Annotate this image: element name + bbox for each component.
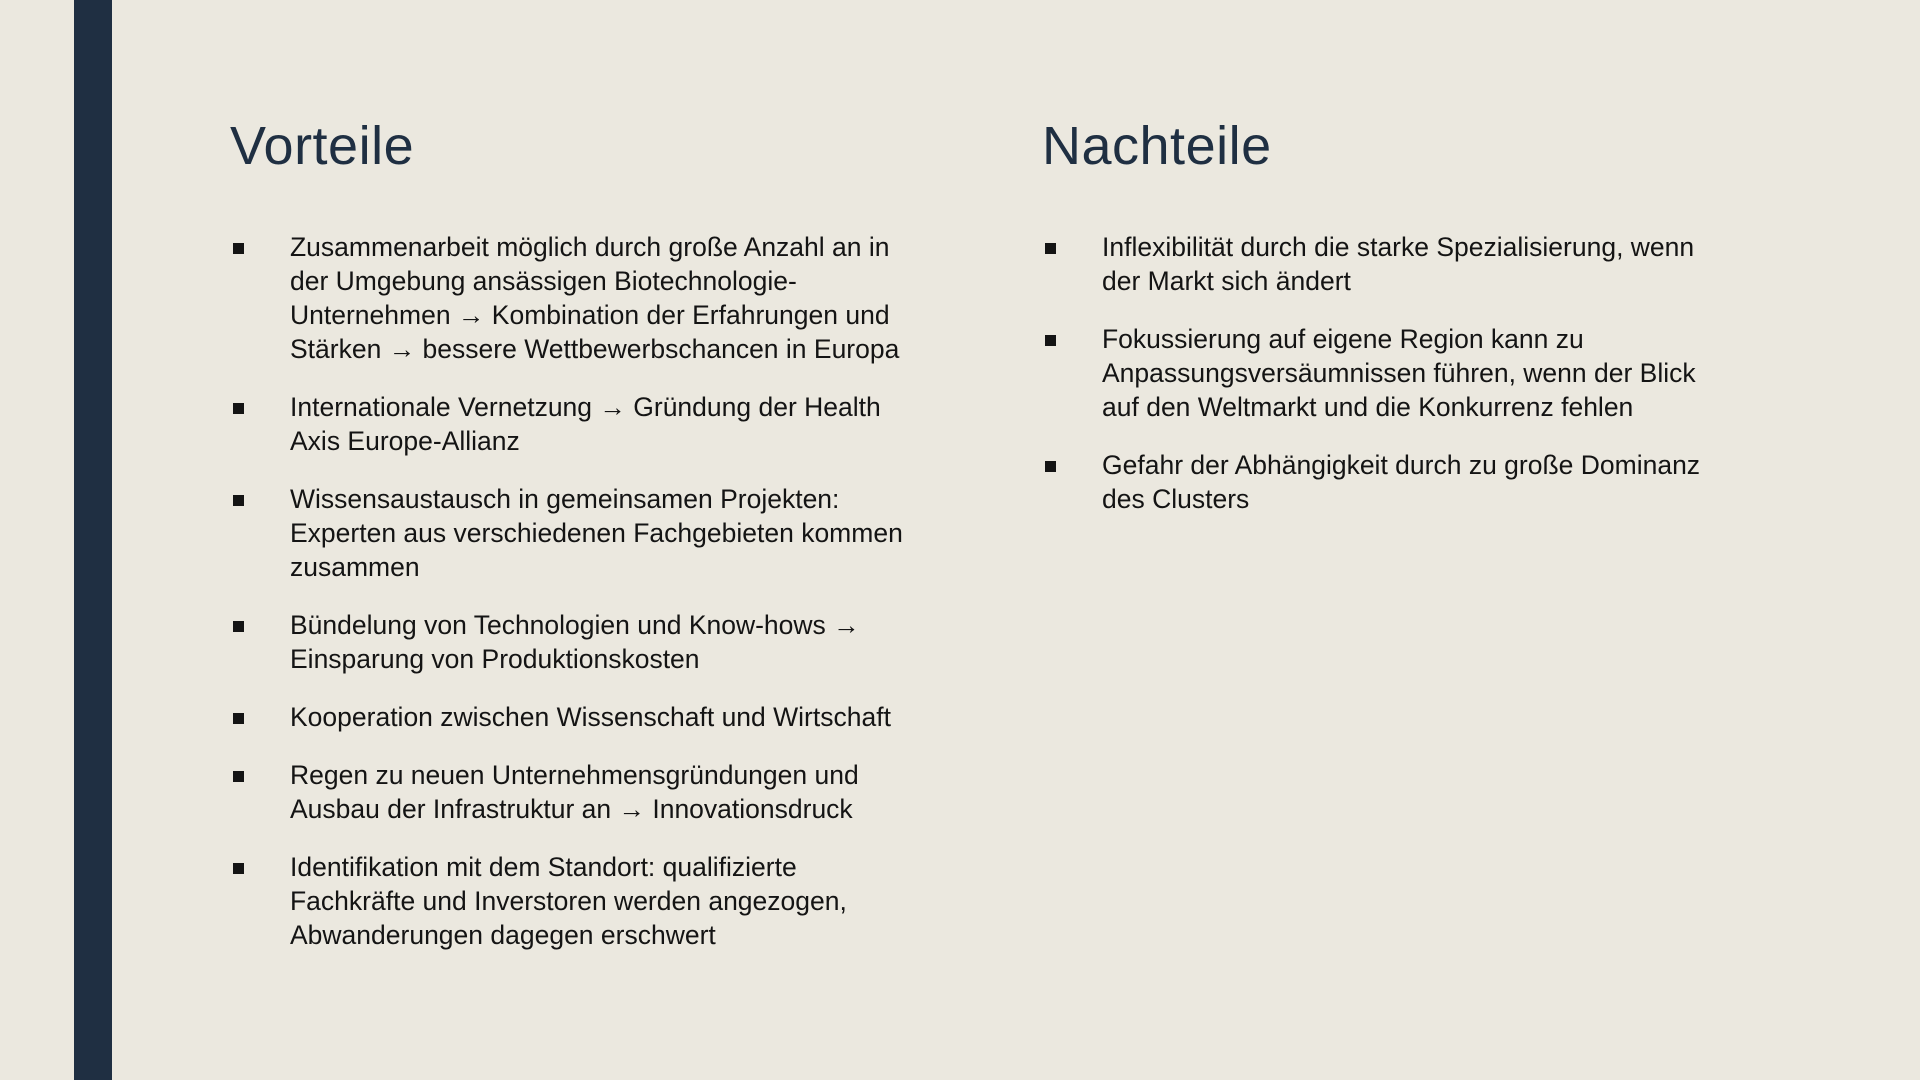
- square-bullet-icon: [1045, 461, 1056, 472]
- vorteile-item-text: Wissensaustausch in gemeinsamen Projekten: Experten aus verschiedenen Fachgebieten kommen zusammen: [290, 484, 903, 582]
- vorteile-item-text: Zusammenarbeit möglich durch große Anzahl an in der Umgebung ansässigen Biotechnologie-Unternehmen → Kombination der Erfahrungen und Stärken → bessere Wettbewerbschancen in Europa: [290, 232, 900, 364]
- vorteile-item: [230, 390, 910, 458]
- square-bullet-icon: [233, 621, 244, 632]
- square-bullet-icon: [233, 771, 244, 782]
- vorteile-list: [230, 230, 910, 976]
- nachteile-item-text: Fokussierung auf eigene Region kann zu Anpassungsversäumnissen führen, wenn der Blick auf den Weltmarkt und die Konkurrenz fehlen: [1102, 324, 1696, 422]
- vorteile-item: [230, 758, 910, 826]
- square-bullet-icon: [233, 243, 244, 254]
- nachteile-item: [1042, 448, 1702, 516]
- square-bullet-icon: [233, 495, 244, 506]
- accent-side-bar: [74, 0, 112, 1080]
- vorteile-item-text: Identifikation mit dem Standort: qualifizierte Fachkräfte und Inverstoren werden angezogen, Abwanderungen dagegen erschwert: [290, 852, 847, 950]
- vorteile-item-text: Regen zu neuen Unternehmensgründungen und Ausbau der Infrastruktur an → Innovationsdruck: [290, 760, 859, 824]
- vorteile-item: [230, 700, 910, 734]
- vorteile-item-text: Kooperation zwischen Wissenschaft und Wirtschaft: [290, 702, 891, 732]
- square-bullet-icon: [1045, 243, 1056, 254]
- vorteile-item-text: Bündelung von Technologien und Know-hows → Einsparung von Produktionskosten: [290, 610, 860, 674]
- square-bullet-icon: [233, 863, 244, 874]
- nachteile-item-text: Inflexibilität durch die starke Spezialisierung, wenn der Markt sich ändert: [1102, 232, 1695, 296]
- vorteile-item: [230, 850, 910, 952]
- square-bullet-icon: [233, 403, 244, 414]
- square-bullet-icon: [1045, 335, 1056, 346]
- nachteile-item: [1042, 230, 1702, 298]
- nachteile-item-text: Gefahr der Abhängigkeit durch zu große Dominanz des Clusters: [1102, 450, 1701, 514]
- vorteile-item: [230, 482, 910, 584]
- nachteile-item: [1042, 322, 1702, 424]
- vorteile-item-text: Internationale Vernetzung → Gründung der Health Axis Europe-Allianz: [290, 392, 881, 456]
- vorteile-column: [230, 108, 910, 950]
- nachteile-heading: Nachteile: [1042, 116, 1272, 176]
- vorteile-item: [230, 608, 910, 676]
- nachteile-list: [1042, 230, 1702, 540]
- square-bullet-icon: [233, 713, 244, 724]
- vorteile-item: [230, 230, 910, 366]
- nachteile-column: [1042, 108, 1722, 514]
- vorteile-heading: Vorteile: [230, 116, 415, 176]
